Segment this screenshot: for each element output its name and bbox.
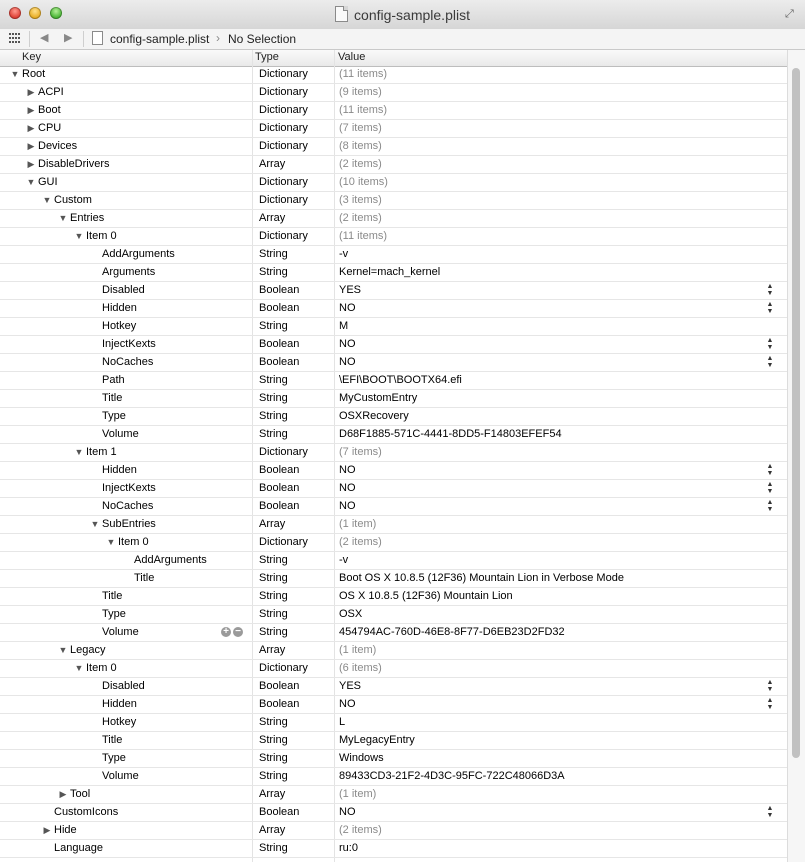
related-items-grid-icon[interactable] xyxy=(9,33,21,44)
row-type[interactable]: Array xyxy=(259,824,286,836)
disclosure-open-icon[interactable]: ▼ xyxy=(74,663,84,673)
disclosure-closed-icon[interactable]: ▶ xyxy=(27,123,35,133)
row-key[interactable]: Volume xyxy=(102,626,139,638)
row-value[interactable]: 454794AC-760D-46E8-8F77-D6EB23D2FD32 xyxy=(339,626,565,638)
row-type[interactable]: Dictionary xyxy=(259,122,308,134)
row-value[interactable]: NO xyxy=(339,356,356,368)
outline-row[interactable] xyxy=(0,480,787,498)
row-key[interactable]: InjectKexts xyxy=(102,482,156,494)
disclosure-open-icon[interactable]: ▼ xyxy=(74,447,84,457)
row-key[interactable]: Language xyxy=(54,842,103,854)
row-key[interactable]: InjectKexts xyxy=(102,338,156,350)
row-key[interactable]: Entries xyxy=(70,212,105,224)
outline-row[interactable] xyxy=(0,210,787,228)
row-key[interactable]: Hotkey xyxy=(102,320,137,332)
row-type[interactable]: Boolean xyxy=(259,464,300,476)
row-key[interactable]: Hidden xyxy=(102,698,137,710)
row-key[interactable]: Path xyxy=(102,374,125,386)
row-type[interactable]: String xyxy=(259,374,288,386)
boolean-popup-stepper-icon[interactable]: ▲ ▼ xyxy=(766,355,774,369)
row-type[interactable]: Array xyxy=(259,788,286,800)
disclosure-closed-icon[interactable]: ▶ xyxy=(27,159,35,169)
row-key[interactable]: Title xyxy=(102,734,123,746)
row-type[interactable]: String xyxy=(259,770,288,782)
vertical-scrollbar[interactable] xyxy=(787,50,805,862)
plist-outline xyxy=(0,66,787,862)
row-value[interactable]: YES xyxy=(339,680,362,692)
row-value[interactable]: -v xyxy=(339,554,349,566)
row-value[interactable]: -v xyxy=(339,248,349,260)
row-key[interactable]: SubEntries xyxy=(102,518,156,530)
column-header-type[interactable]: Type xyxy=(255,51,279,63)
row-type[interactable]: Array xyxy=(259,212,286,224)
outline-row[interactable] xyxy=(0,624,787,642)
file-icon xyxy=(92,31,103,45)
disclosure-open-icon[interactable]: ▼ xyxy=(90,519,100,529)
outline-row[interactable] xyxy=(0,444,787,462)
row-item-count: (7 items) xyxy=(339,122,382,134)
disclosure-closed-icon[interactable]: ▶ xyxy=(27,87,35,97)
row-type[interactable]: String xyxy=(259,410,288,422)
row-value[interactable]: ru:0 xyxy=(339,842,358,854)
outline-row[interactable] xyxy=(0,534,787,552)
row-key[interactable]: Hidden xyxy=(102,464,137,476)
row-type[interactable]: String xyxy=(259,392,288,404)
outline-row[interactable] xyxy=(0,156,787,174)
boolean-popup-stepper-icon[interactable]: ▲ ▼ xyxy=(766,283,774,297)
row-type[interactable]: Dictionary xyxy=(259,230,308,242)
row-type[interactable]: Array xyxy=(259,644,286,656)
document-icon xyxy=(335,6,348,22)
row-type[interactable]: Boolean xyxy=(259,806,300,818)
row-type[interactable]: String xyxy=(259,572,288,584)
row-key[interactable]: Hotkey xyxy=(102,716,137,728)
disclosure-open-icon[interactable]: ▼ xyxy=(58,645,68,655)
row-key[interactable]: Title xyxy=(134,572,155,584)
row-key[interactable]: Root xyxy=(22,68,46,80)
outline-row[interactable] xyxy=(0,264,787,282)
outline-row[interactable] xyxy=(0,120,787,138)
row-key[interactable]: Boot xyxy=(38,104,61,116)
row-value[interactable]: NO xyxy=(339,302,356,314)
row-type[interactable]: Dictionary xyxy=(259,662,308,674)
row-key[interactable]: DisableDrivers xyxy=(38,158,110,170)
forward-arrow-icon[interactable]: ▶ xyxy=(64,32,73,44)
outline-row[interactable] xyxy=(0,228,787,246)
row-value[interactable]: D68F1885-571C-4441-8DD5-F14803EFEF54 xyxy=(339,428,562,440)
row-key[interactable]: NoCaches xyxy=(102,356,154,368)
outline-row[interactable] xyxy=(0,192,787,210)
row-value[interactable]: Kernel=mach_kernel xyxy=(339,266,441,278)
outline-row[interactable] xyxy=(0,354,787,372)
row-type[interactable]: String xyxy=(259,266,288,278)
back-arrow-icon[interactable]: ◀ xyxy=(40,32,49,44)
row-item-count: (11 items) xyxy=(339,230,388,242)
row-item-count: (11 items) xyxy=(339,104,388,116)
row-key[interactable]: NoCaches xyxy=(102,500,154,512)
row-type[interactable]: Array xyxy=(259,518,286,530)
row-type[interactable]: Dictionary xyxy=(259,86,308,98)
boolean-popup-stepper-icon[interactable]: ▲ ▼ xyxy=(766,463,774,477)
column-header-key[interactable]: Key xyxy=(22,51,41,63)
column-header-value[interactable]: Value xyxy=(338,51,366,63)
row-type[interactable]: String xyxy=(259,320,288,332)
row-key[interactable]: Disabled xyxy=(102,284,145,296)
outline-row[interactable] xyxy=(0,66,787,84)
add-remove-controls xyxy=(221,627,243,638)
row-value[interactable]: MyLegacyEntry xyxy=(339,734,415,746)
row-item-count: (2 items) xyxy=(339,158,382,170)
outline-row[interactable] xyxy=(0,462,787,480)
row-type[interactable]: Dictionary xyxy=(259,104,308,116)
jump-bar-divider xyxy=(83,31,84,47)
outline-row[interactable] xyxy=(0,390,787,408)
row-type[interactable]: String xyxy=(259,752,288,764)
row-item-count: (9 items) xyxy=(339,86,382,98)
disclosure-open-icon[interactable]: ▼ xyxy=(74,231,84,241)
row-value[interactable]: NO xyxy=(339,806,356,818)
breadcrumb-selection[interactable]: No Selection xyxy=(228,32,297,46)
row-value[interactable]: NO xyxy=(339,464,356,476)
row-value[interactable]: M xyxy=(339,320,349,332)
row-value[interactable]: NO xyxy=(339,698,356,710)
row-type[interactable]: Boolean xyxy=(259,338,300,350)
outline-row[interactable] xyxy=(0,570,787,588)
outline-row[interactable] xyxy=(0,732,787,750)
row-key[interactable]: Arguments xyxy=(102,266,156,278)
disclosure-closed-icon[interactable]: ▶ xyxy=(27,105,35,115)
row-item-count: (1 item) xyxy=(339,788,377,800)
row-key[interactable]: AddArguments xyxy=(134,554,207,566)
outline-row[interactable] xyxy=(0,822,787,840)
fullscreen-icon[interactable]: ⤢ xyxy=(785,8,794,20)
row-key[interactable]: CPU xyxy=(38,122,62,134)
disclosure-closed-icon[interactable]: ▶ xyxy=(43,825,51,835)
row-item-count: (2 items) xyxy=(339,824,382,836)
disclosure-closed-icon[interactable]: ▶ xyxy=(59,789,67,799)
row-key[interactable]: Item 0 xyxy=(86,230,117,242)
boolean-popup-stepper-icon[interactable]: ▲ ▼ xyxy=(766,337,774,351)
outline-row[interactable] xyxy=(0,768,787,786)
breadcrumb-file[interactable]: config-sample.plist xyxy=(110,32,210,46)
row-key[interactable]: Volume xyxy=(102,770,139,782)
row-type[interactable]: Boolean xyxy=(259,698,300,710)
outline-row[interactable] xyxy=(0,246,787,264)
row-key[interactable]: Legacy xyxy=(70,644,106,656)
row-type[interactable]: Boolean xyxy=(259,302,300,314)
outline-row[interactable] xyxy=(0,804,787,822)
outline-row[interactable] xyxy=(0,408,787,426)
row-item-count: (1 item) xyxy=(339,644,377,656)
row-key[interactable]: Disabled xyxy=(102,680,145,692)
row-type[interactable]: String xyxy=(259,626,288,638)
remove-item-icon[interactable]: − xyxy=(233,627,243,637)
disclosure-open-icon[interactable]: ▼ xyxy=(26,177,36,187)
row-type[interactable]: String xyxy=(259,590,288,602)
row-value[interactable]: Windows xyxy=(339,752,384,764)
add-item-icon[interactable]: + xyxy=(221,627,231,637)
row-key[interactable]: Type xyxy=(102,410,126,422)
row-value[interactable]: Boot OS X 10.8.5 (12F36) Mountain Lion in Verbose Mode xyxy=(339,572,624,584)
boolean-popup-stepper-icon[interactable]: ▲ ▼ xyxy=(766,301,774,315)
row-item-count: (1 item) xyxy=(339,518,377,530)
outline-row[interactable] xyxy=(0,750,787,768)
row-item-count: (2 items) xyxy=(339,212,382,224)
outline-row[interactable] xyxy=(0,174,787,192)
row-item-count: (7 items) xyxy=(339,446,382,458)
row-type[interactable]: Dictionary xyxy=(259,446,308,458)
row-type[interactable]: Dictionary xyxy=(259,140,308,152)
outline-row[interactable] xyxy=(0,372,787,390)
outline-row[interactable] xyxy=(0,336,787,354)
jump-bar xyxy=(0,29,805,50)
row-key[interactable]: CustomIcons xyxy=(54,806,119,818)
row-value[interactable]: OSXRecovery xyxy=(339,410,409,422)
row-item-count: (6 items) xyxy=(339,662,382,674)
row-key[interactable]: Type xyxy=(102,608,126,620)
row-type[interactable]: Boolean xyxy=(259,680,300,692)
row-key[interactable]: Tool xyxy=(70,788,91,800)
row-type[interactable]: Dictionary xyxy=(259,176,308,188)
row-key[interactable]: ACPI xyxy=(38,86,64,98)
row-type[interactable]: String xyxy=(259,248,288,260)
row-type[interactable]: Array xyxy=(259,158,286,170)
row-value[interactable]: L xyxy=(339,716,346,728)
breadcrumb-chevron-icon: › xyxy=(216,31,220,45)
outline-row[interactable] xyxy=(0,516,787,534)
row-item-count: (2 items) xyxy=(339,536,382,548)
disclosure-open-icon[interactable]: ▼ xyxy=(106,537,116,547)
disclosure-closed-icon[interactable]: ▶ xyxy=(27,141,35,151)
window-title-area xyxy=(0,6,805,24)
row-key[interactable]: Custom xyxy=(54,194,92,206)
boolean-popup-stepper-icon[interactable]: ▲ ▼ xyxy=(766,679,774,693)
row-key[interactable]: Type xyxy=(102,752,126,764)
outline-row[interactable] xyxy=(0,102,787,120)
row-value[interactable]: NO xyxy=(339,500,356,512)
row-key[interactable]: Volume xyxy=(102,428,139,440)
outline-row[interactable] xyxy=(0,588,787,606)
outline-row[interactable] xyxy=(0,642,787,660)
row-value[interactable]: MyCustomEntry xyxy=(339,392,418,404)
outline-row[interactable] xyxy=(0,552,787,570)
row-value[interactable]: OSX xyxy=(339,608,363,620)
row-key[interactable]: Title xyxy=(102,392,123,404)
row-value[interactable]: YES xyxy=(339,284,362,296)
outline-row[interactable] xyxy=(0,714,787,732)
row-type[interactable]: Boolean xyxy=(259,500,300,512)
boolean-popup-stepper-icon[interactable]: ▲ ▼ xyxy=(766,697,774,711)
scrollbar-thumb[interactable] xyxy=(792,68,800,758)
row-key[interactable]: Hide xyxy=(54,824,77,836)
row-type[interactable]: Boolean xyxy=(259,482,300,494)
row-type[interactable]: String xyxy=(259,716,288,728)
row-key[interactable]: Item 1 xyxy=(86,446,117,458)
row-type[interactable]: Dictionary xyxy=(259,68,308,80)
outline-row[interactable] xyxy=(0,786,787,804)
outline-row[interactable] xyxy=(0,282,787,300)
disclosure-open-icon[interactable]: ▼ xyxy=(58,213,68,223)
row-value[interactable]: \EFI\BOOT\BOOTX64.efi xyxy=(339,374,462,386)
title-bar xyxy=(0,0,805,30)
row-type[interactable]: String xyxy=(259,554,288,566)
disclosure-open-icon[interactable]: ▼ xyxy=(10,69,20,79)
row-type[interactable]: String xyxy=(259,734,288,746)
row-type[interactable]: String xyxy=(259,608,288,620)
boolean-popup-stepper-icon[interactable]: ▲ ▼ xyxy=(766,499,774,513)
outline-row[interactable] xyxy=(0,678,787,696)
disclosure-open-icon[interactable]: ▼ xyxy=(42,195,52,205)
row-item-count: (8 items) xyxy=(339,140,382,152)
row-key[interactable]: AddArguments xyxy=(102,248,175,260)
outline-row[interactable] xyxy=(0,426,787,444)
row-type[interactable]: Boolean xyxy=(259,284,300,296)
row-value[interactable]: NO xyxy=(339,338,356,350)
outline-row[interactable] xyxy=(0,606,787,624)
row-key[interactable]: Item 0 xyxy=(118,536,149,548)
outline-row[interactable] xyxy=(0,84,787,102)
row-key[interactable]: Item 0 xyxy=(86,662,117,674)
row-item-count: (11 items) xyxy=(339,68,388,80)
outline-row[interactable] xyxy=(0,300,787,318)
row-key[interactable]: Devices xyxy=(38,140,78,152)
row-key[interactable]: Hidden xyxy=(102,302,137,314)
row-value[interactable]: 89433CD3-21F2-4D3C-95FC-722C48066D3A xyxy=(339,770,565,782)
row-key[interactable]: GUI xyxy=(38,176,58,188)
outline-row[interactable] xyxy=(0,660,787,678)
boolean-popup-stepper-icon[interactable]: ▲ ▼ xyxy=(766,481,774,495)
outline-row[interactable] xyxy=(0,696,787,714)
row-type[interactable]: String xyxy=(259,428,288,440)
row-type[interactable]: String xyxy=(259,842,288,854)
window-title: config-sample.plist xyxy=(354,7,470,23)
row-type[interactable]: Boolean xyxy=(259,356,300,368)
outline-row[interactable] xyxy=(0,840,787,858)
row-value[interactable]: OS X 10.8.5 (12F36) Mountain Lion xyxy=(339,590,513,602)
row-type[interactable]: Dictionary xyxy=(259,536,308,548)
boolean-popup-stepper-icon[interactable]: ▲ ▼ xyxy=(766,805,774,819)
outline-row[interactable] xyxy=(0,318,787,336)
row-key[interactable]: Title xyxy=(102,590,123,602)
row-item-count: (3 items) xyxy=(339,194,382,206)
row-type[interactable]: Dictionary xyxy=(259,194,308,206)
row-value[interactable]: NO xyxy=(339,482,356,494)
column-header xyxy=(0,50,787,67)
row-item-count: (10 items) xyxy=(339,176,388,188)
outline-row[interactable] xyxy=(0,498,787,516)
outline-row[interactable] xyxy=(0,138,787,156)
jump-bar-divider xyxy=(29,31,30,47)
